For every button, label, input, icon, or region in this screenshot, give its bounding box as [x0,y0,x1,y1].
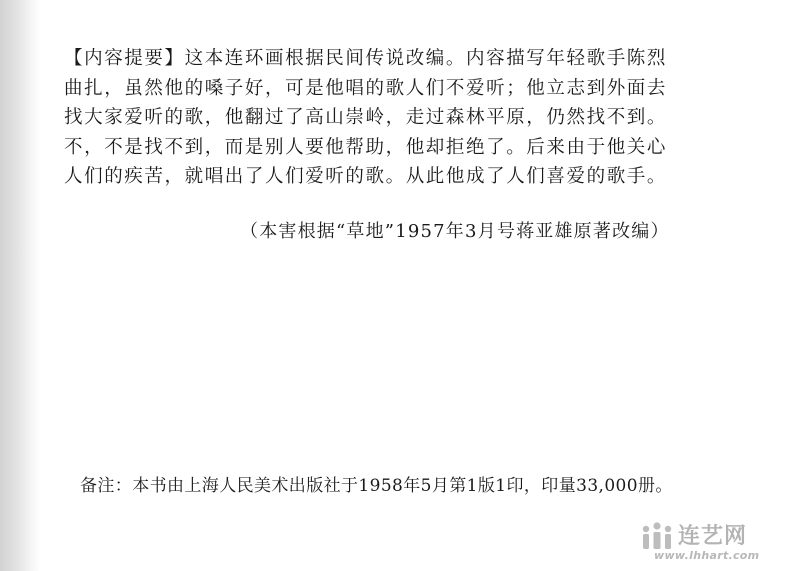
site-watermark [640,519,772,565]
content-summary [64,44,704,192]
page-edge-shadow [0,0,40,571]
summary-line: 曲扎，虽然他的嗓子好，可是他唱的歌人们不爱听；他立志到外面去 [64,77,668,99]
summary-line: 不，不是找不到，而是别人要他帮助，他却拒绝了。后来由于他关心 [64,136,668,158]
watermark-site-name: 连艺网 [678,524,748,549]
summary-line: 找大家爱听的歌，他翻过了高山崇岭，走过森林平原，仍然找不到。 [64,107,668,128]
adaptation-source-note: （本害根据“草地”1957年3月号蒋亚雄原著改编） [240,221,670,242]
summary-line: 【内容提要】这本连环画根据民间传说改编。内容描写年轻歌手陈烈 [64,48,668,69]
watermark-url: www.lhhart.com [654,549,760,562]
people-logo-icon [640,521,674,551]
summary-line: 人们的疾苦，就唱出了人们爱听的歌。从此他成了人们喜爱的歌手。 [64,166,668,187]
publication-note: 备注：本书由上海人民美术出版社于1958年5月第1版1印，印量33,000册。 [80,476,673,496]
